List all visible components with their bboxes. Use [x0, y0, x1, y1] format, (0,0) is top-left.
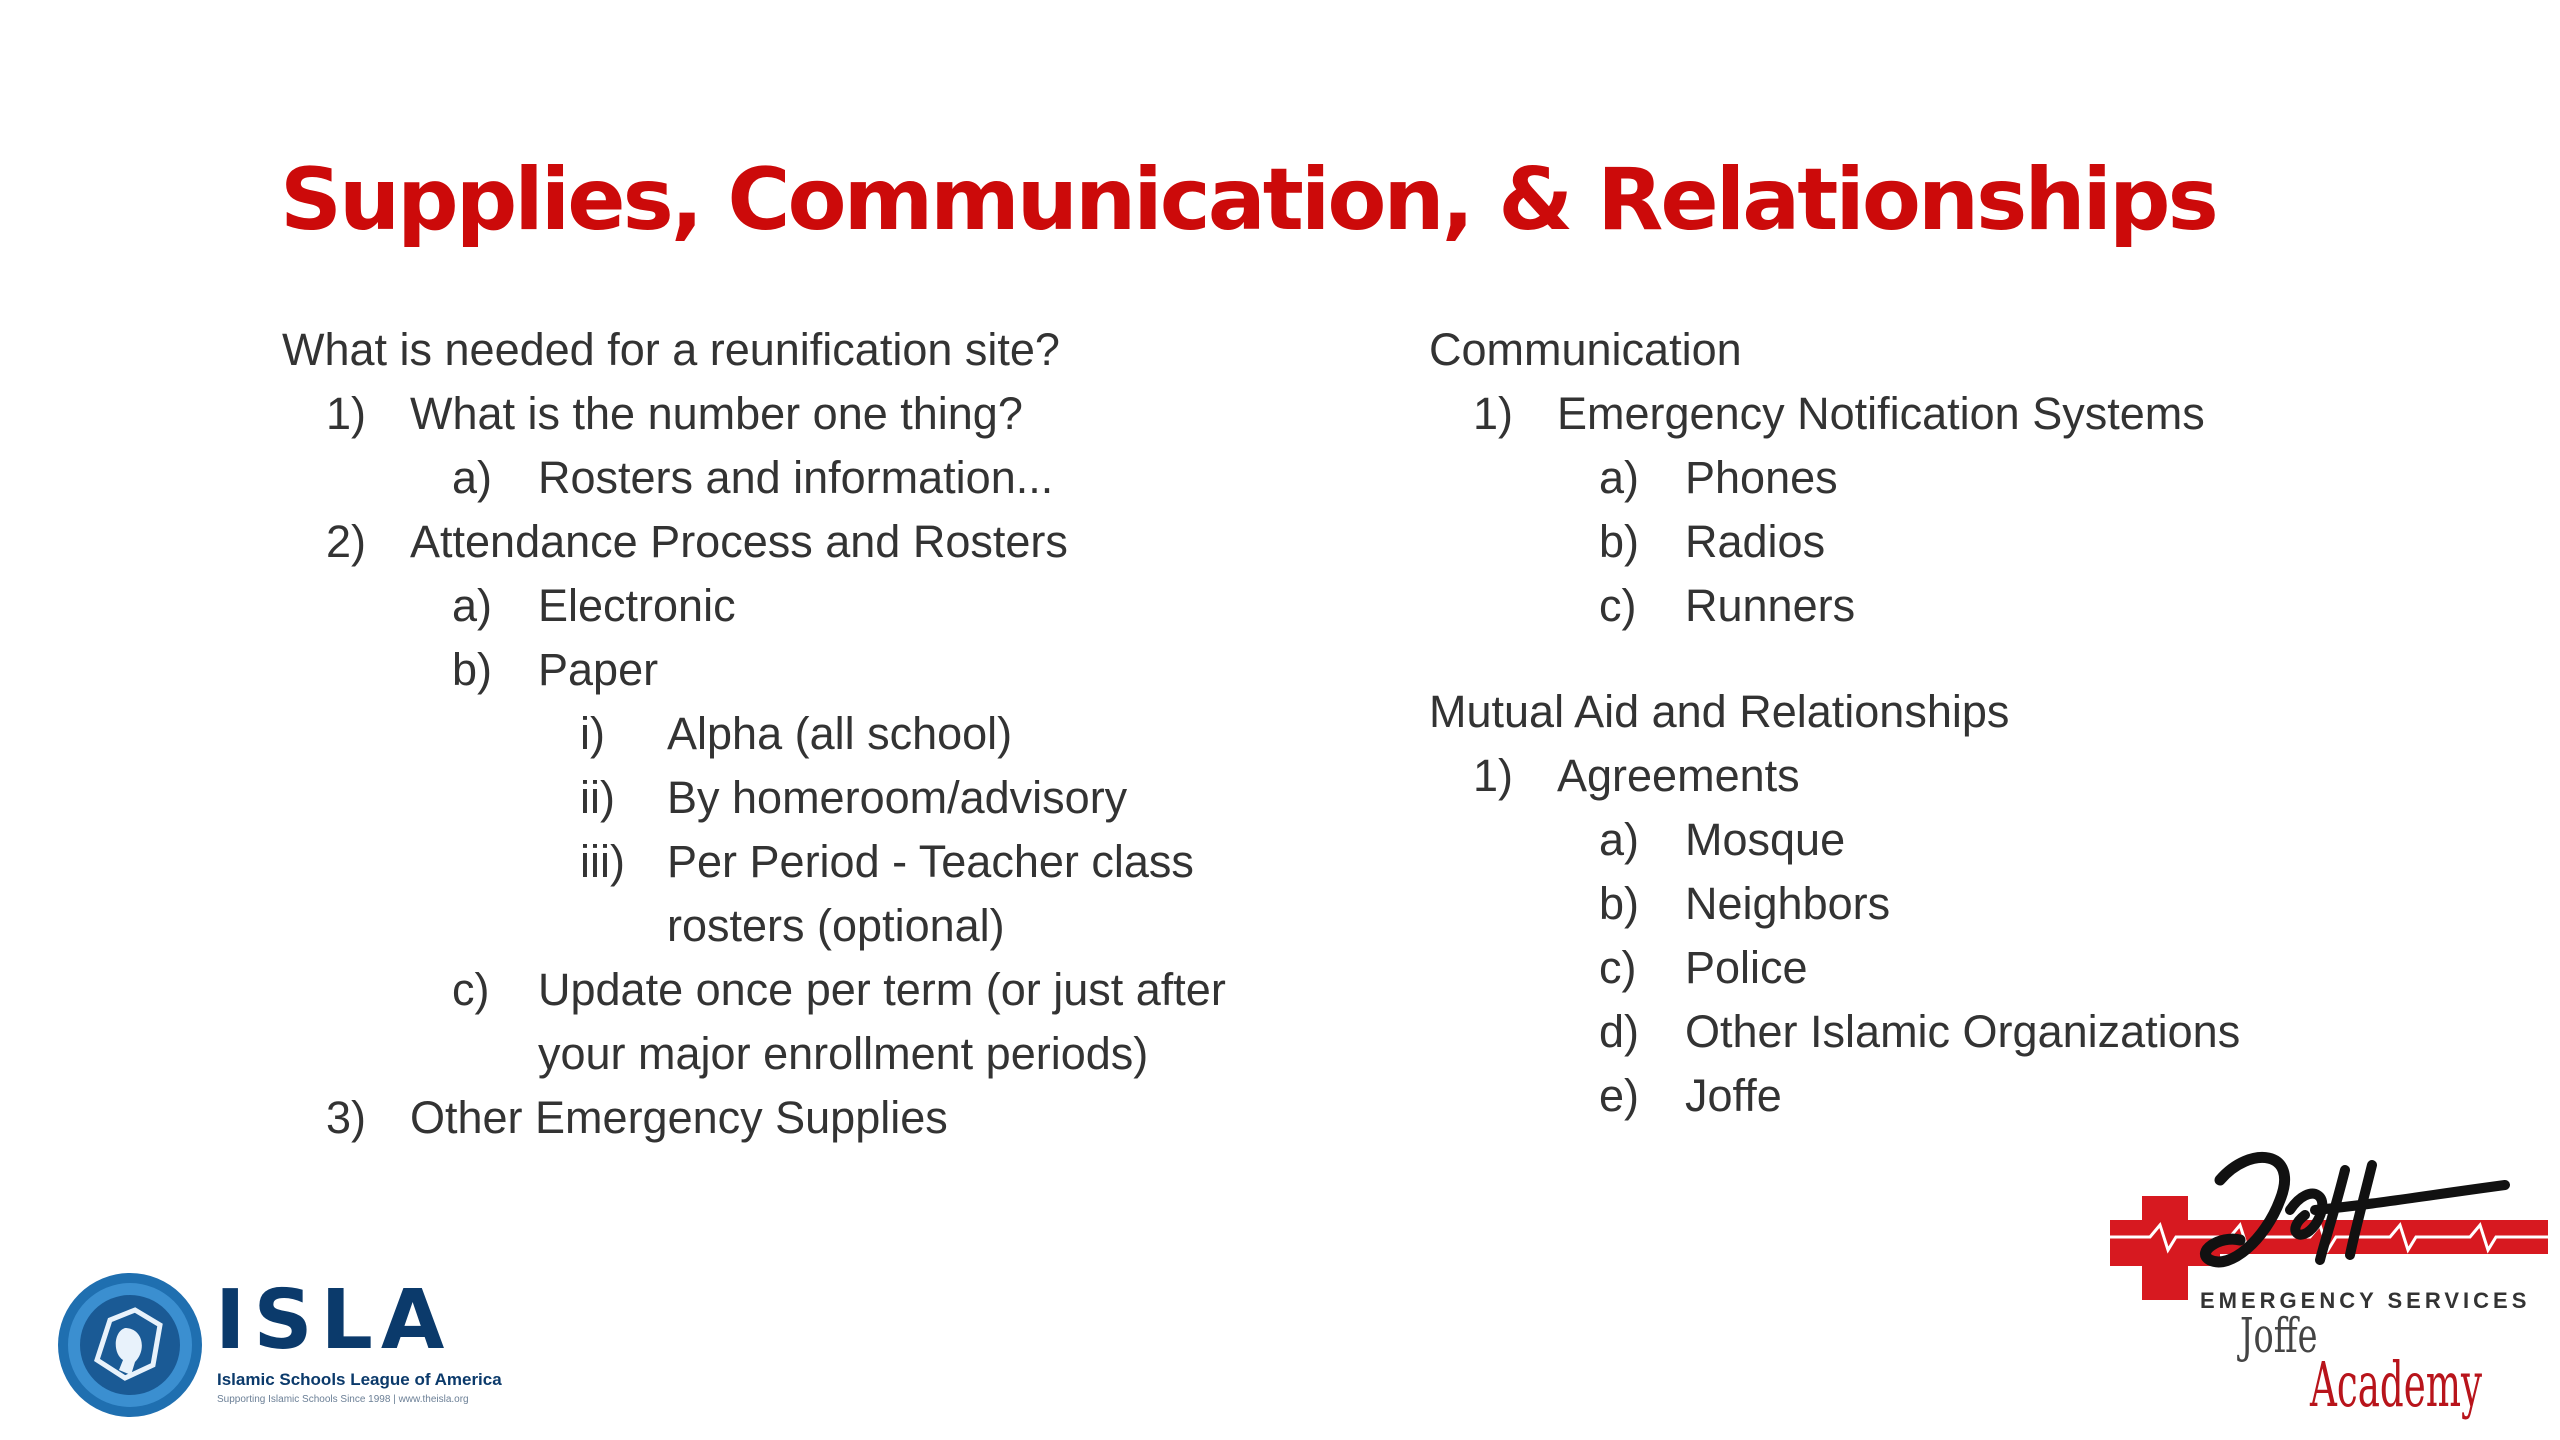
list-item [1429, 744, 2509, 808]
list-marker: c) [452, 964, 490, 1015]
list-marker: d) [1599, 1006, 1640, 1057]
spacer [1429, 638, 2509, 680]
left-column [282, 318, 1402, 1150]
list-text: Other Islamic Organizations [1685, 1006, 2241, 1057]
list-marker: a) [452, 580, 493, 631]
list-text: Alpha (all school) [667, 708, 1013, 759]
list-text: Per Period - Teacher class [667, 836, 1194, 887]
list-marker: iii) [580, 836, 625, 887]
list-text: Runners [1685, 580, 1856, 631]
list-marker: b) [1599, 516, 1640, 567]
list-item [1429, 1064, 2509, 1128]
list-marker: 1) [1473, 388, 1514, 439]
list-item [1429, 808, 2509, 872]
list-item [282, 382, 1402, 446]
list-item [282, 958, 1402, 1022]
mutual-aid-heading: Mutual Aid and Relationships [1429, 686, 2010, 737]
list-text: Rosters and information... [538, 452, 1054, 503]
list-text: rosters (optional) [667, 900, 1005, 951]
list-text: Neighbors [1685, 878, 1891, 929]
list-marker: 2) [326, 516, 367, 567]
list-text: By homeroom/advisory [667, 772, 1128, 823]
isla-wordmark: ISLA [215, 1273, 453, 1368]
list-item-continuation [282, 1022, 1402, 1086]
list-marker: e) [1599, 1070, 1640, 1121]
list-item [1429, 872, 2509, 936]
list-item [282, 638, 1402, 702]
isla-tagline: Supporting Islamic Schools Since 1998 | www.theisla.org [217, 1394, 469, 1405]
isla-emblem-icon [55, 1270, 205, 1420]
list-text: Mosque [1685, 814, 1846, 865]
list-text: Electronic [538, 580, 736, 631]
list-marker: b) [1599, 878, 1640, 929]
isla-subtitle: Islamic Schools League of America [217, 1370, 502, 1389]
list-text: Radios [1685, 516, 1826, 567]
list-text: Paper [538, 644, 659, 695]
list-item [282, 446, 1402, 510]
list-item-continuation [282, 894, 1402, 958]
list-item [1429, 510, 2509, 574]
list-marker: c) [1599, 942, 1637, 993]
list-text: Joffe [1685, 1070, 1782, 1121]
list-text: Emergency Notification Systems [1557, 388, 2205, 439]
left-heading: What is needed for a reunification site? [282, 324, 1060, 375]
list-text: your major enrollment periods) [538, 1028, 1149, 1079]
list-marker: a) [1599, 452, 1640, 503]
joffe-logo [2110, 1140, 2550, 1430]
list-item [1429, 382, 2509, 446]
list-marker: 1) [1473, 750, 1514, 801]
list-item [282, 830, 1402, 894]
list-item [282, 510, 1402, 574]
joffe-signature-icon [2110, 1140, 2550, 1300]
joffe-services-text: EMERGENCY SERVICES [2200, 1288, 2531, 1313]
list-marker: c) [1599, 580, 1637, 631]
list-item [1429, 574, 2509, 638]
joffe-academy-label: Academy [2310, 1348, 2483, 1421]
list-marker: i) [580, 708, 605, 759]
list-text: Agreements [1557, 750, 1800, 801]
list-marker: a) [1599, 814, 1640, 865]
right-column [1429, 318, 2509, 1128]
isla-logo [55, 1270, 525, 1430]
list-item [282, 766, 1402, 830]
joffe-academy-name: Joffe [2240, 1308, 2318, 1364]
list-text: Attendance Process and Rosters [410, 516, 1068, 567]
list-item [1429, 1000, 2509, 1064]
list-marker: 3) [326, 1092, 367, 1143]
list-item [1429, 446, 2509, 510]
list-item [282, 702, 1402, 766]
list-text: Update once per term (or just after [538, 964, 1226, 1015]
list-marker: b) [452, 644, 493, 695]
list-marker: 1) [326, 388, 367, 439]
list-item [282, 574, 1402, 638]
list-text: Other Emergency Supplies [410, 1092, 948, 1143]
list-text: Police [1685, 942, 1808, 993]
list-text: What is the number one thing? [410, 388, 1023, 439]
list-item [1429, 936, 2509, 1000]
list-marker: ii) [580, 772, 615, 823]
communication-heading: Communication [1429, 324, 1742, 375]
list-marker: a) [452, 452, 493, 503]
slide-title: Supplies, Communication, & Relationships [280, 150, 2216, 250]
list-item [282, 1086, 1402, 1150]
list-text: Phones [1685, 452, 1838, 503]
